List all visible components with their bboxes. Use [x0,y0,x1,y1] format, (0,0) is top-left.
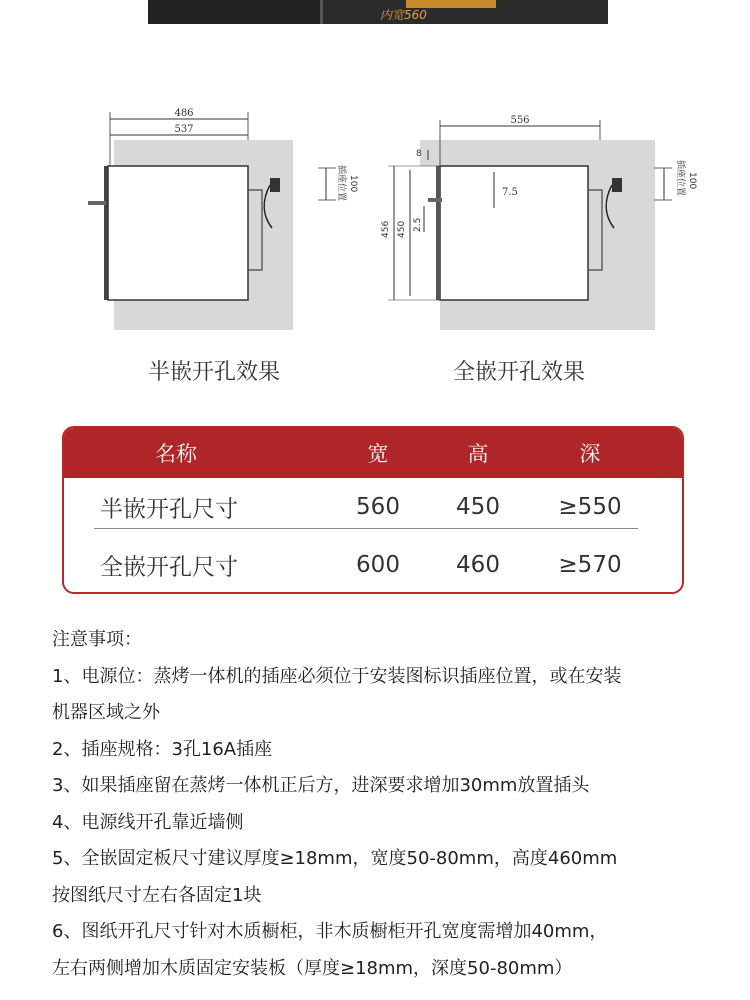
row-name: 全嵌开孔尺寸 [100,554,238,581]
row-depth: ≥570 [558,552,622,578]
note-line: 左右两侧增加木质固定安装板（厚度≥18mm，深度50-80mm） [52,957,573,979]
socket-label-right: 插座位置 [675,160,685,197]
dim-label-2-5: 2.5 [413,217,423,232]
row-width: 600 [356,552,400,578]
dim-label-450: 450 [397,220,407,238]
note-line: 6、图纸开孔尺寸针对木质橱柜，非木质橱柜开孔宽度需增加40mm， [52,921,608,942]
dim-label-486: 486 [174,108,194,119]
header-depth: 深 [579,442,601,466]
caption-full-embedded: 全嵌开孔效果 [452,360,585,385]
notes-title: 注意事项： [52,629,142,650]
installation-notes [52,622,722,987]
dim-label-7-5: 7.5 [502,187,518,198]
product-photo-strip [148,0,608,24]
header-width: 宽 [367,442,389,466]
note-line: 2、插座规格：3孔16A插座 [52,738,273,760]
table-divider [94,528,638,529]
table-header-row [64,428,682,478]
header-height: 高 [467,442,489,466]
dim-label-8: 8 [416,149,422,159]
oven-handle-left [88,201,106,205]
row-depth: ≥550 [558,494,622,520]
note-line: 机器区域之外 [52,702,160,723]
cutout-size-table [62,426,684,594]
table-row [64,536,682,594]
half-embedded-diagram [88,108,358,330]
dim-label-556: 556 [510,115,530,126]
plug-icon-left [270,178,280,192]
row-width: 560 [356,494,400,520]
dim-label-456: 456 [381,220,391,238]
note-line: 1、电源位：蒸烤一体机的插座必须位于安装图标识插座位置，或在安装 [52,665,622,687]
plug-icon-right [612,178,622,192]
dim-label-537: 537 [174,124,194,135]
header-name: 名称 [155,442,197,466]
note-line: 4、电源线开孔靠近墙侧 [52,811,244,833]
caption-half-embedded: 半嵌开孔效果 [147,360,280,385]
socket-dim-left: 100 [348,175,358,193]
note-line: 3、如果插座留在蒸烤一体机正后方，进深要求增加30mm放置插头 [52,775,590,796]
note-line: 按图纸尺寸左右各固定1块 [52,884,262,906]
product-label: 内宽560 [380,8,427,22]
installation-diagram [0,80,750,360]
row-height: 460 [456,552,500,578]
full-embedded-diagram [381,115,697,330]
note-line: 5、全嵌固定板尺寸建议厚度≥18mm，宽度50-80mm，高度460mm [52,848,618,869]
row-height: 450 [456,494,500,520]
socket-label-left: 插座位置 [336,165,346,202]
oven-handle-right [428,198,442,202]
row-name: 半嵌开孔尺寸 [100,496,238,523]
oven-door-right [436,166,440,300]
socket-dim-right: 100 [687,172,697,190]
oven-body-left [108,166,248,300]
